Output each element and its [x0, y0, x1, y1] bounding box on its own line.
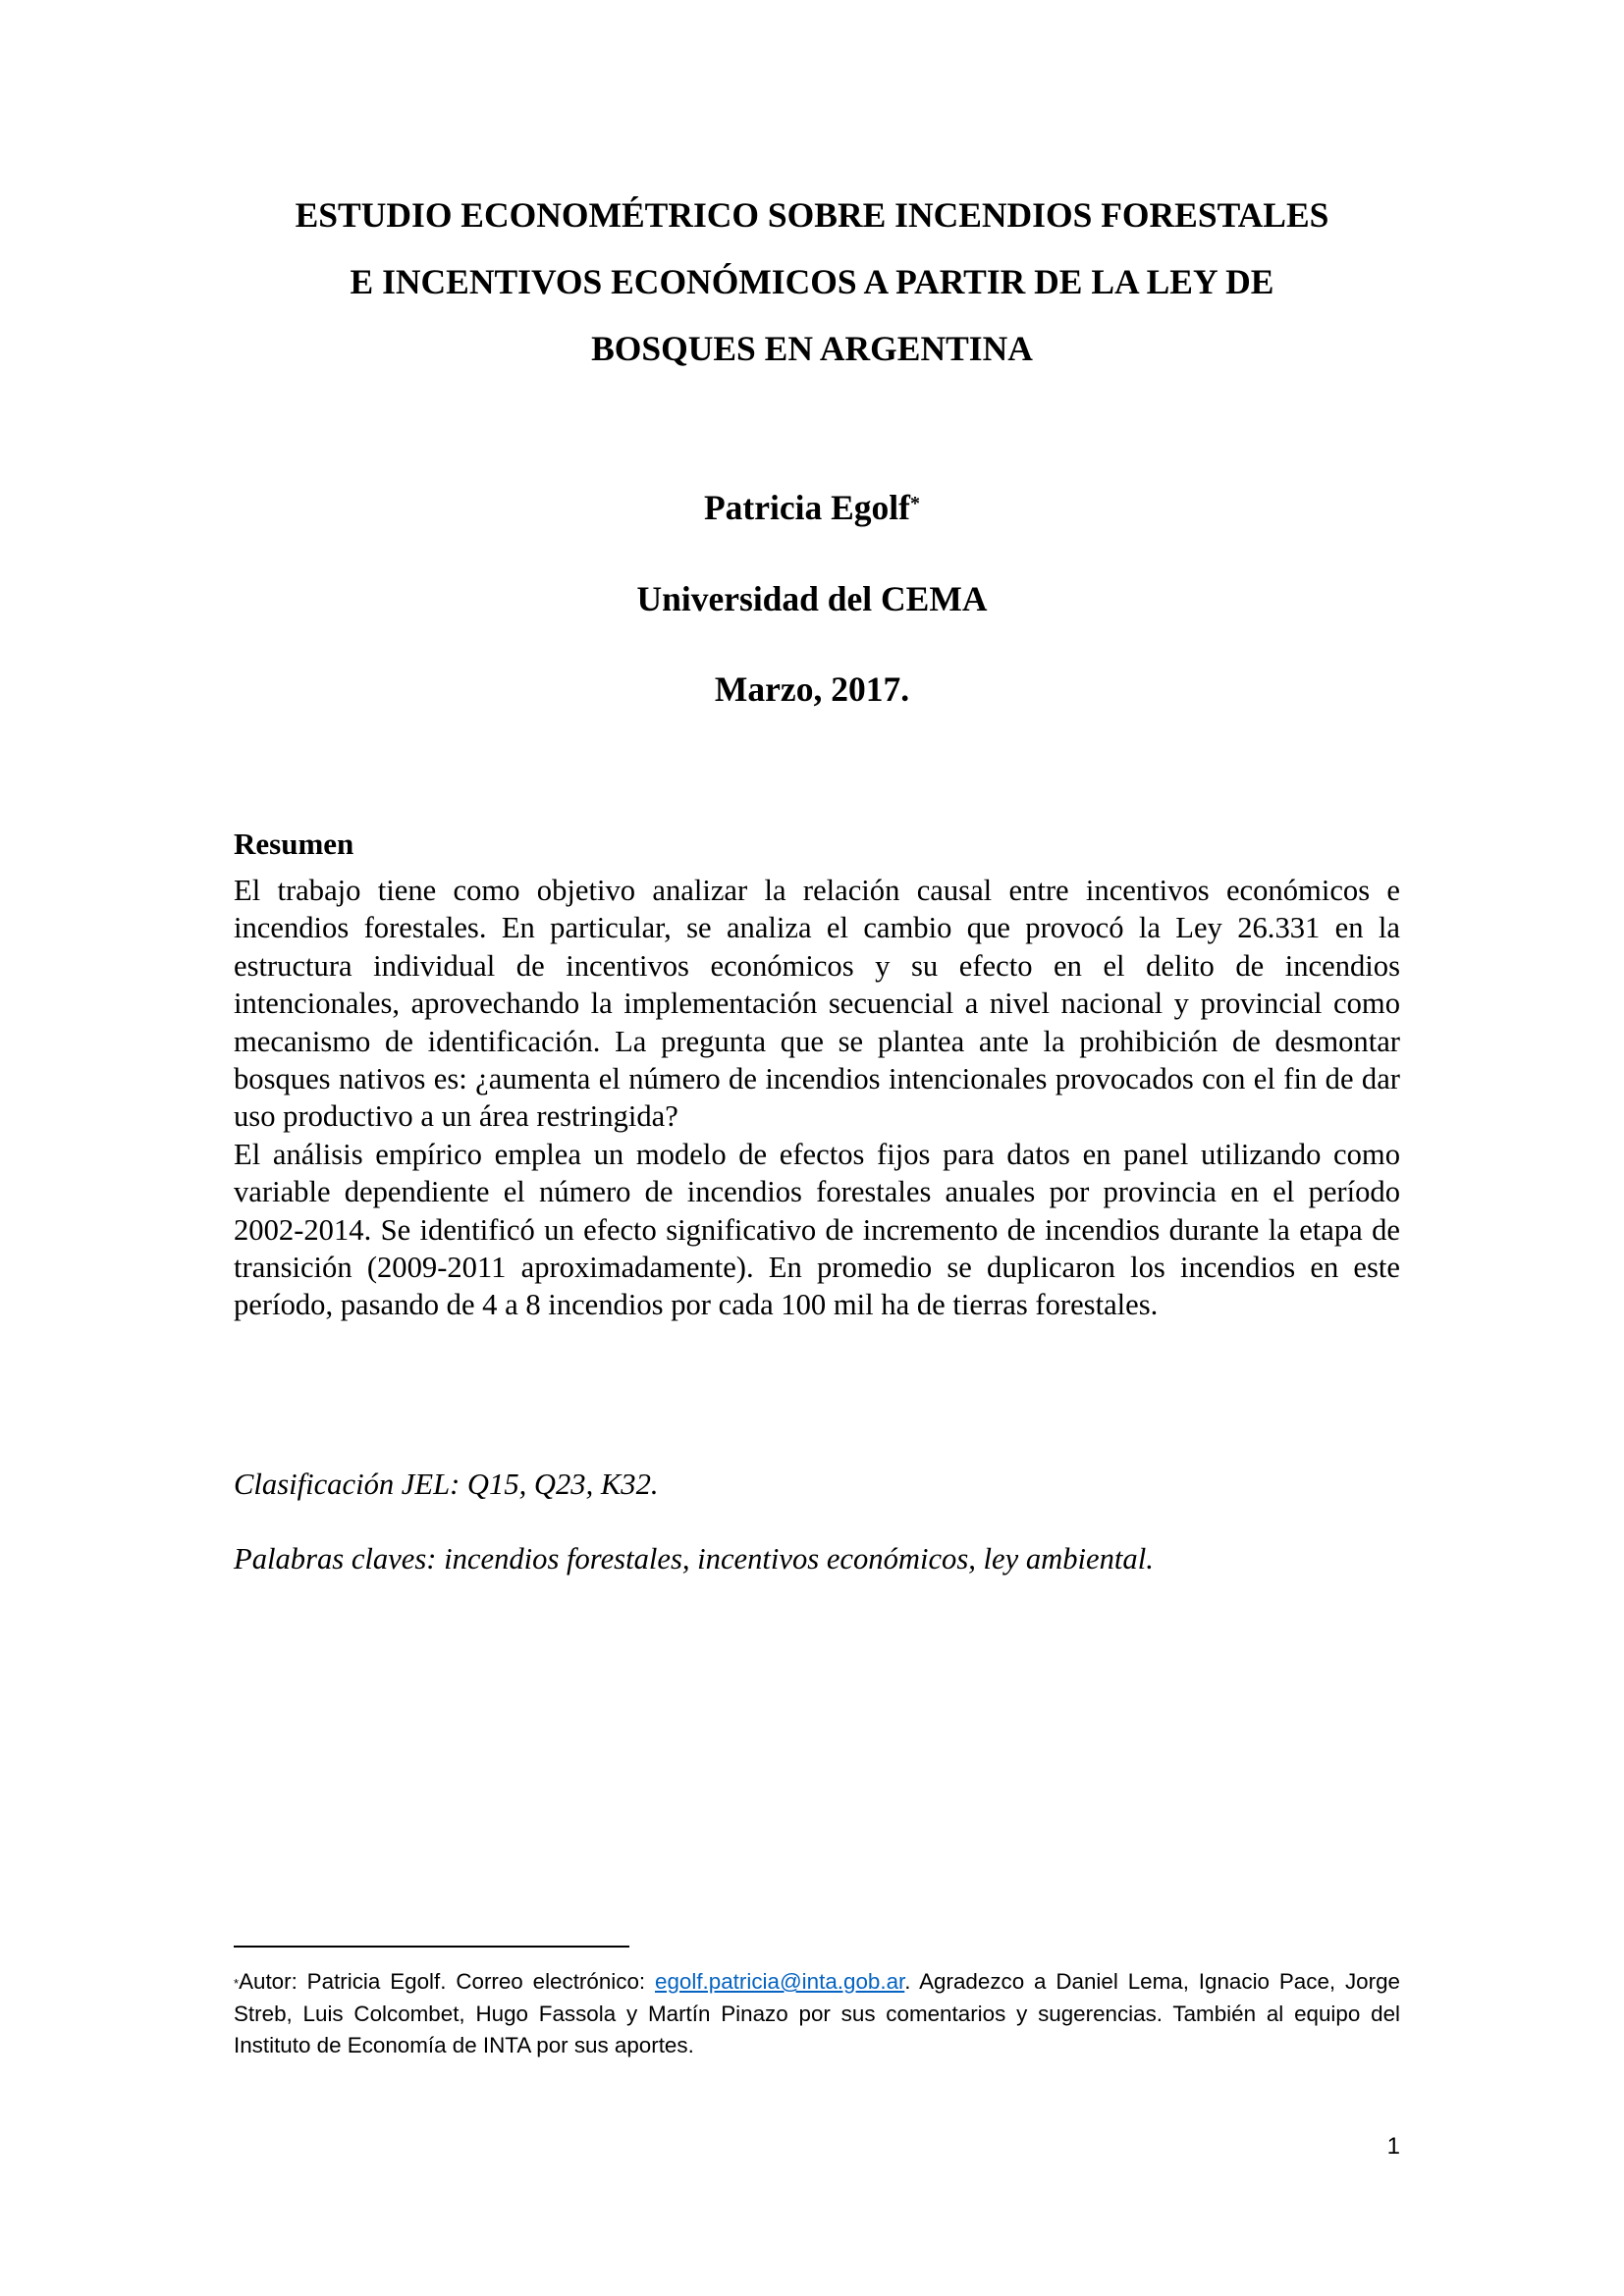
abstract-paragraph-1: El trabajo tiene como objetivo analizar la relación causal entre incentivos económicos e incendios forestales. En particular, se analiza el cambio que provocó la Ley 26.331 en la estructura individual de incentivos económicos y su efecto en el delito de incendios intencionales, aprovechando la implementación secuencial a nivel nacional y provincial como mecanismo de identificación. La pregunta que se plantea ante la prohibición de desmontar bosques nativos es: ¿aumenta el número de incendios intencionales provocados con el fin de dar uso productivo a un área restringida?: [234, 874, 1400, 1134]
title-line-2: E INCENTIVOS ECONÓMICOS A PARTIR DE LA LEY DE: [350, 262, 1274, 301]
keywords: Palabras claves: incendios forestales, incentivos económicos, ley ambiental.: [234, 1542, 1154, 1575]
abstract-paragraph-2: El análisis empírico emplea un modelo de efectos fijos para datos en panel utilizando como variable dependiente el número de incendios forestales anuales por provincia en el período 2002-2014. Se identificó un efecto significativo de incremento de incendios durante la etapa de transición (2009-2011 aproximadamente). En promedio se duplicaron los incendios en este período, pasando de 4 a 8 incendios por cada 100 mil ha de tierras forestales.: [234, 1137, 1400, 1322]
author-email-link[interactable]: egolf.patricia@inta.gob.ar: [655, 1969, 905, 1994]
footnote-text-after-email: . Agradezco a Daniel Lema, Ignacio Pace, Jorge Streb, Luis Colcombet, Hugo Fassola y Martín Pinazo por sus comentarios y sugerencias. También al equipo del Instituto de Economía de INTA por sus aportes.: [234, 1969, 1400, 2057]
author-line: [0, 486, 1624, 529]
title-line-1: ESTUDIO ECONOMÉTRICO SOBRE INCENDIOS FORESTALES: [295, 195, 1329, 235]
paper-title: [196, 182, 1428, 382]
footnote-separator: [234, 1946, 629, 1948]
footnote-mark: *: [234, 1976, 240, 1991]
abstract-body: [234, 872, 1400, 1324]
footnote: [234, 1966, 1400, 2062]
jel-classification: Clasificación JEL: Q15, Q23, K32.: [234, 1468, 659, 1501]
footnote-text-before-email: Autor: Patricia Egolf. Correo electrónico:: [239, 1969, 655, 1994]
author-footnote-mark: *: [909, 493, 920, 514]
abstract-heading: Resumen: [234, 827, 354, 861]
affiliation: Universidad del CEMA: [636, 579, 988, 618]
page-number: 1: [1386, 2133, 1400, 2160]
publication-date: Marzo, 2017.: [714, 669, 910, 709]
author-name: Patricia Egolf: [704, 488, 910, 527]
title-line-3: BOSQUES EN ARGENTINA: [591, 329, 1033, 368]
